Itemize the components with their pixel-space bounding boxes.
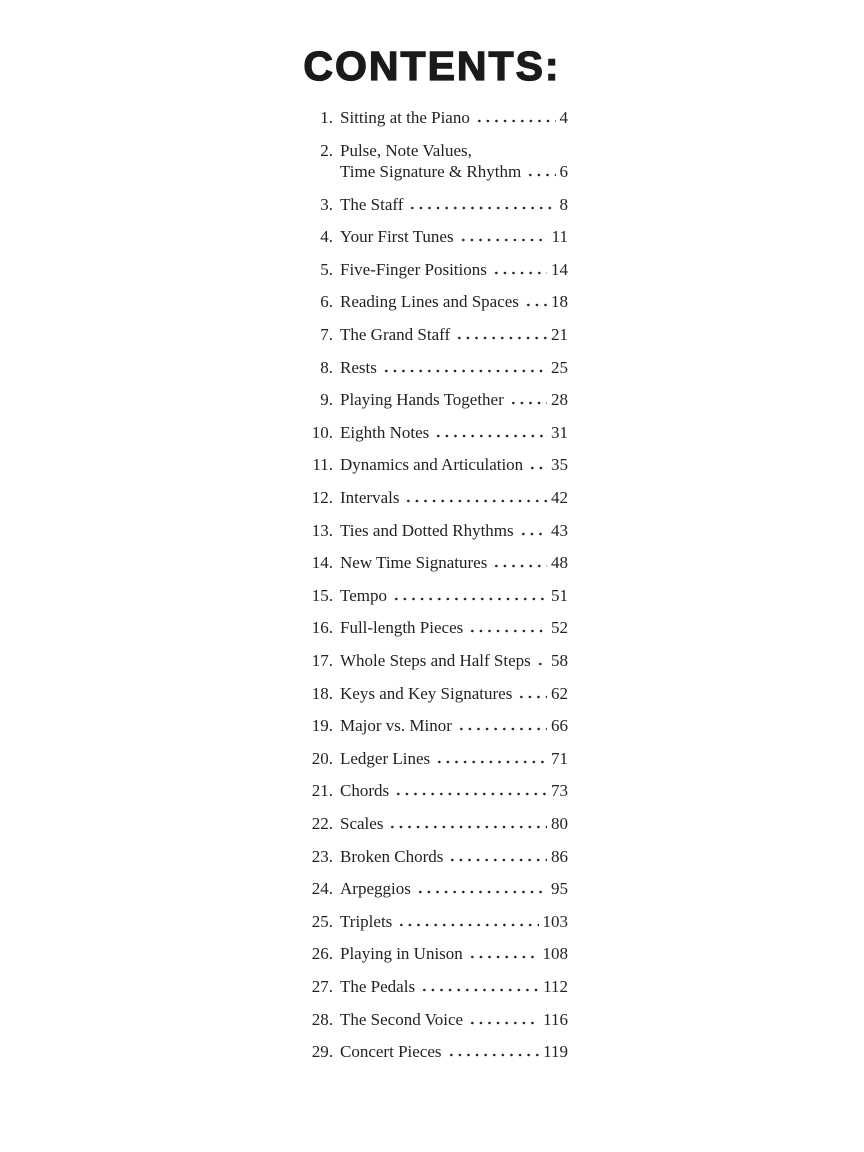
- toc-item-number: 9.: [320, 390, 333, 410]
- toc-item-number: 4.: [320, 227, 333, 247]
- toc-item-title: Playing Hands Together: [340, 390, 504, 410]
- toc-list: [306, 108, 568, 1061]
- toc-item-page: 6: [559, 162, 568, 182]
- toc-item: [306, 847, 568, 866]
- toc-item-content: [340, 553, 568, 572]
- toc-item-title: Your First Tunes: [340, 227, 454, 247]
- toc-item-content: [340, 1010, 568, 1029]
- toc-item-number: 14.: [311, 553, 333, 573]
- toc-item-page: 86: [551, 846, 568, 866]
- toc-item-title: The Staff: [340, 194, 404, 214]
- toc-item-line1: [340, 879, 568, 898]
- leader-dots: [509, 400, 547, 405]
- toc-item-content: [340, 358, 568, 377]
- toc-item-line1: [340, 684, 568, 703]
- toc-item-page: 28: [551, 390, 568, 410]
- toc-item-title: Sitting at the Piano: [340, 108, 470, 127]
- toc-item-page: 4: [559, 108, 568, 127]
- toc-item-line1: [340, 423, 568, 442]
- toc-item-line1: [340, 141, 568, 160]
- toc-item-line1: [340, 553, 568, 572]
- toc-item-number: 12.: [311, 488, 333, 508]
- toc-item-page: 95: [551, 879, 568, 899]
- toc-item: [306, 977, 568, 996]
- toc-item-content: [340, 455, 568, 474]
- toc-item-content: [340, 108, 568, 127]
- toc-item: [306, 716, 568, 735]
- toc-item-title: Rests: [340, 357, 377, 377]
- toc-item-number: 3.: [320, 194, 333, 214]
- toc-item-line1: [340, 586, 568, 605]
- toc-item-content: [340, 847, 568, 866]
- toc-item-page: 42: [551, 488, 568, 508]
- toc-item-content: [340, 141, 568, 182]
- toc-item-line1: [340, 814, 568, 833]
- toc-item-line1: [340, 521, 568, 540]
- toc-item-content: [340, 488, 568, 507]
- toc-item-number: 27.: [311, 976, 333, 996]
- toc-item: [306, 814, 568, 833]
- toc-item-title: The Pedals: [340, 976, 416, 996]
- leader-dots: [468, 1020, 539, 1025]
- toc-item-number: 23.: [311, 846, 333, 866]
- toc-item-title: New Time Signatures: [340, 553, 488, 573]
- toc-item-line1: [340, 260, 568, 279]
- toc-item-number: 26.: [311, 944, 333, 964]
- toc-item-page: 14: [551, 259, 568, 279]
- leader-dots: [519, 531, 547, 536]
- toc-item: [306, 325, 568, 344]
- toc-item-line1: [340, 651, 568, 670]
- leader-dots: [394, 791, 547, 796]
- toc-item-title: Broken Chords: [340, 846, 444, 866]
- toc-item-page: 8: [559, 194, 568, 214]
- leader-dots: [397, 922, 538, 927]
- toc-item-page: 103: [542, 911, 568, 931]
- toc-item: [306, 618, 568, 637]
- toc-item-title: Dynamics and Articulation: [340, 455, 524, 475]
- toc-item-page: 52: [551, 618, 568, 638]
- toc-item-title: Reading Lines and Spaces: [340, 292, 519, 312]
- toc-item-content: [340, 325, 568, 344]
- toc-item-title: Whole Steps and Half Steps: [340, 651, 531, 670]
- leader-dots: [382, 368, 547, 373]
- leader-dots: [492, 270, 547, 275]
- toc-item: [306, 455, 568, 474]
- toc-item-title: Triplets: [340, 911, 393, 931]
- toc-item-number: 25.: [311, 911, 333, 931]
- toc-item-content: [340, 260, 568, 279]
- toc-item-content: [340, 292, 568, 311]
- toc-item-number: 8.: [320, 357, 333, 377]
- toc-item-page: 112: [543, 976, 568, 996]
- toc-item-line1: [340, 781, 568, 800]
- toc-item: [306, 195, 568, 214]
- toc-item-content: [340, 912, 568, 931]
- toc-item-title-line2: Time Signature & Rhythm: [340, 162, 522, 182]
- toc-item-line1: [340, 390, 568, 409]
- toc-item-title: Eighth Notes: [340, 422, 430, 442]
- toc-item-number: 22.: [311, 813, 333, 833]
- leader-dots: [526, 172, 555, 177]
- toc-item-title: Keys and Key Signatures: [340, 683, 513, 703]
- toc-item-content: [340, 814, 568, 833]
- toc-item-page: 116: [543, 1009, 568, 1029]
- leader-dots: [388, 824, 547, 829]
- toc-item-page: 62: [551, 683, 568, 703]
- toc-item-page: 119: [543, 1042, 568, 1062]
- toc-item-page: 58: [551, 651, 568, 670]
- toc-item-number: 18.: [311, 683, 333, 703]
- toc-item-page: 35: [551, 455, 568, 475]
- toc-item: [306, 423, 568, 442]
- toc-item-content: [340, 586, 568, 605]
- toc-item-content: [340, 521, 568, 540]
- toc-item: [306, 488, 568, 507]
- leader-dots: [408, 205, 555, 210]
- leader-dots: [528, 465, 547, 470]
- toc-item-content: [340, 977, 568, 996]
- toc-item-line1: [340, 977, 568, 996]
- toc-item: [306, 553, 568, 572]
- toc-item-page: 51: [551, 585, 568, 605]
- toc-item-title: The Grand Staff: [340, 325, 451, 345]
- toc-item-line1: [340, 944, 568, 963]
- toc-item-title: Pulse, Note Values,: [340, 140, 472, 160]
- leader-dots: [420, 987, 539, 992]
- leader-dots: [434, 433, 547, 438]
- toc-item-page: 43: [551, 520, 568, 540]
- leader-dots: [455, 335, 547, 340]
- toc-item-title: Five-Finger Positions: [340, 259, 487, 279]
- toc-item-page: 25: [551, 357, 568, 377]
- leader-dots: [448, 857, 547, 862]
- leader-dots: [457, 726, 547, 731]
- toc-item: [306, 944, 568, 963]
- toc-item: [306, 1042, 568, 1061]
- toc-item-number: 5.: [320, 259, 333, 279]
- toc-item-line1: [340, 716, 568, 735]
- toc-item-content: [340, 390, 568, 409]
- toc-item-line1: [340, 227, 568, 246]
- toc-item-title: Ties and Dotted Rhythms: [340, 520, 514, 540]
- toc-item: [306, 260, 568, 279]
- toc-item-page: 48: [551, 553, 568, 573]
- toc-item-content: [340, 879, 568, 898]
- toc-item-page: 18: [551, 292, 568, 312]
- toc-item-title: Scales: [340, 813, 384, 833]
- toc-item-line1: [340, 358, 568, 377]
- toc-item: [306, 521, 568, 540]
- toc-item: [306, 651, 568, 670]
- toc-item-number: 6.: [320, 292, 333, 312]
- toc-item-title: Tempo: [340, 585, 387, 605]
- leader-dots: [536, 661, 547, 666]
- leader-dots: [475, 118, 556, 123]
- leader-dots: [468, 954, 539, 959]
- toc-item-number: 28.: [311, 1009, 333, 1029]
- toc-item-content: [340, 651, 568, 670]
- leader-dots: [492, 563, 547, 568]
- toc-item-number: 2.: [320, 140, 333, 160]
- toc-item-content: [340, 227, 568, 246]
- toc-item-title: Arpeggios: [340, 879, 411, 899]
- toc-item-line1: [340, 108, 568, 127]
- toc-item-content: [340, 423, 568, 442]
- toc-item-title: Chords: [340, 781, 390, 801]
- toc-item: [306, 912, 568, 931]
- leader-dots: [468, 628, 547, 633]
- toc-item-line1: [340, 488, 568, 507]
- toc-item-number: 19.: [311, 716, 333, 736]
- leader-dots: [435, 759, 547, 764]
- toc-item-page: 31: [551, 422, 568, 442]
- toc-item-line1: [340, 1010, 568, 1029]
- toc-item-content: [340, 1042, 568, 1061]
- toc-item: [306, 108, 568, 127]
- toc-item: [306, 358, 568, 377]
- toc-item-content: [340, 749, 568, 768]
- toc-item: [306, 586, 568, 605]
- toc-item-number: 15.: [311, 585, 333, 605]
- toc-item-number: 1.: [320, 108, 333, 127]
- toc-item-content: [340, 195, 568, 214]
- toc-item-title: Ledger Lines: [340, 748, 431, 768]
- leader-dots: [447, 1052, 540, 1057]
- toc-item-content: [340, 618, 568, 637]
- toc-item-number: 10.: [311, 422, 333, 442]
- toc-item: [306, 684, 568, 703]
- toc-item-line1: [340, 912, 568, 931]
- leader-dots: [404, 498, 547, 503]
- toc-item-title: Concert Pieces: [340, 1042, 442, 1062]
- toc-item-number: 24.: [311, 879, 333, 899]
- toc-item-line1: [340, 618, 568, 637]
- toc-item-number: 7.: [320, 325, 333, 345]
- toc-item: [306, 1010, 568, 1029]
- toc-item-number: 20.: [311, 748, 333, 768]
- toc-item-page: 66: [551, 716, 568, 736]
- toc-item-number: 21.: [311, 781, 333, 801]
- toc-item-line1: [340, 455, 568, 474]
- toc-item: [306, 781, 568, 800]
- toc-item-page: 71: [551, 748, 568, 768]
- toc-item-title: Playing in Unison: [340, 944, 463, 964]
- toc-item-line1: [340, 292, 568, 311]
- leader-dots: [459, 237, 548, 242]
- toc-item-line2: [340, 162, 568, 181]
- toc-item-number: 11.: [312, 455, 333, 475]
- toc-item-title: The Second Voice: [340, 1009, 464, 1029]
- toc-item-number: 17.: [311, 651, 333, 670]
- leader-dots: [524, 302, 547, 307]
- toc-item-line1: [340, 749, 568, 768]
- toc-item-content: [340, 716, 568, 735]
- toc-item-line1: [340, 195, 568, 214]
- toc-item-page: 108: [542, 944, 568, 964]
- toc-item: [306, 749, 568, 768]
- toc-item-number: 29.: [311, 1042, 333, 1062]
- toc-item: [306, 292, 568, 311]
- toc-item: [306, 390, 568, 409]
- toc-item-page: 11: [551, 227, 568, 247]
- page-title: CONTENTS:: [303, 43, 561, 89]
- toc-item-content: [340, 684, 568, 703]
- toc-item-page: 21: [551, 325, 568, 345]
- toc-item-line1: [340, 1042, 568, 1061]
- toc-item-title: Intervals: [340, 488, 400, 508]
- toc-item: [306, 879, 568, 898]
- leader-dots: [517, 694, 547, 699]
- toc-item-line1: [340, 325, 568, 344]
- toc-item-number: 13.: [311, 520, 333, 540]
- toc-item-page: 80: [551, 813, 568, 833]
- toc-item: [306, 227, 568, 246]
- leader-dots: [392, 596, 547, 601]
- toc-item: [306, 141, 568, 182]
- toc-item-page: 73: [551, 781, 568, 801]
- toc-item-content: [340, 944, 568, 963]
- leader-dots: [416, 889, 547, 894]
- toc-item-title: Full-length Pieces: [340, 618, 464, 638]
- toc-item-line1: [340, 847, 568, 866]
- toc-item-number: 16.: [311, 618, 333, 638]
- toc-item-content: [340, 781, 568, 800]
- toc-item-title: Major vs. Minor: [340, 716, 452, 736]
